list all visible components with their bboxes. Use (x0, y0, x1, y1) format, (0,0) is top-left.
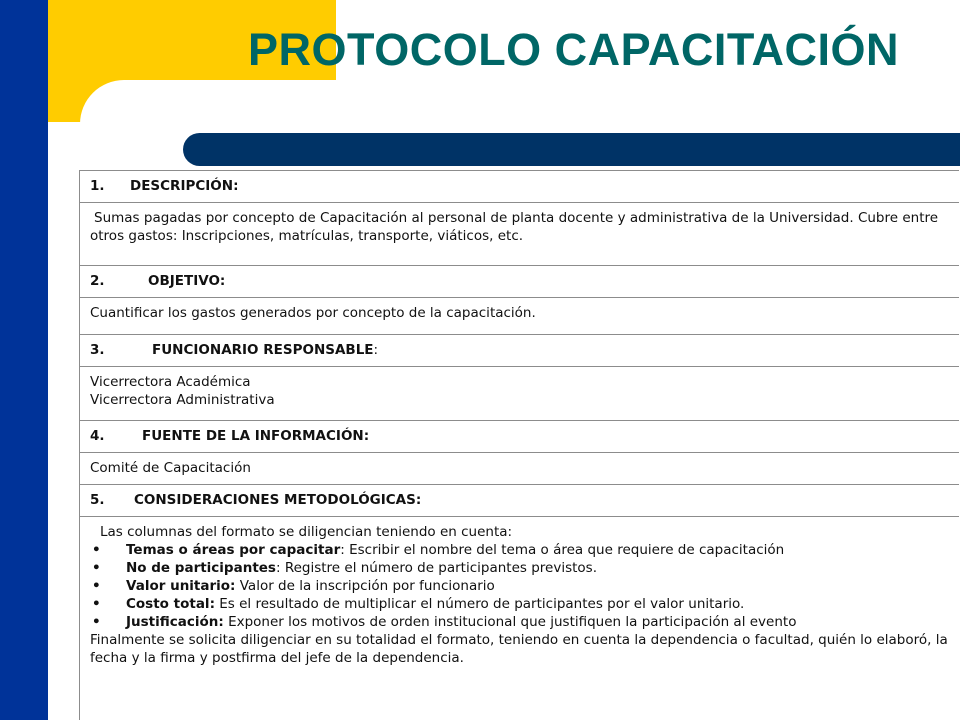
section-2-text: Cuantificar los gastos generados por concepto de la capacitación. (90, 305, 536, 321)
section-4-number: 4. (90, 428, 105, 444)
section-3-heading: FUNCIONARIO RESPONSABLE (152, 342, 374, 358)
criterion-desc: Valor de la inscripción por funcionario (235, 578, 495, 594)
criterion-term: Temas o áreas por capacitar (126, 542, 341, 558)
section-2-number: 2. (90, 273, 105, 289)
section-5-number: 5. (90, 492, 105, 508)
protocol-table (79, 170, 959, 720)
section-3-line-1: Vicerrectora Académica (90, 374, 251, 390)
criterion-sep: : (340, 542, 345, 558)
navy-header-bar (183, 133, 960, 166)
list-item (90, 559, 949, 577)
left-blue-band (0, 0, 48, 720)
criterion-desc: Escribir el nombre del tema o área que requiere de capacitación (344, 542, 785, 558)
section-5-intro: Las columnas del formato se diligencian teniendo en cuenta: (100, 524, 513, 540)
criteria-list (90, 541, 949, 631)
list-item (90, 577, 949, 595)
section-4-header (80, 420, 959, 452)
section-1-text: Sumas pagadas por concepto de Capacitación al personal de planta docente y administrativa de la Universidad. Cubre entre otros gastos: Inscripciones, matrículas, transporte, viáticos, etc. (90, 210, 939, 244)
criterion-sep: : (275, 560, 281, 576)
criterion-term: Valor unitario: (126, 578, 236, 594)
section-1-number: 1. (90, 178, 105, 194)
section-3-heading-colon: : (373, 342, 379, 358)
section-2-heading: OBJETIVO: (148, 273, 226, 289)
section-5-body (80, 516, 959, 720)
section-2-header (80, 265, 959, 297)
section-3-body (80, 366, 959, 420)
section-3-line-2: Vicerrectora Administrativa (90, 392, 275, 408)
list-item (90, 613, 949, 631)
section-1-heading: DESCRIPCIÓN: (130, 178, 239, 194)
list-item (90, 595, 949, 613)
section-5-header (80, 484, 959, 516)
criterion-term: Justificación: (126, 614, 224, 630)
section-3-number: 3. (90, 342, 105, 358)
section-4-heading: FUENTE DE LA INFORMACIÓN: (142, 428, 370, 444)
criterion-desc: Registre el número de participantes previstos. (280, 560, 597, 576)
section-5-heading: CONSIDERACIONES METODOLÓGICAS: (134, 492, 422, 508)
page-title: PROTOCOLO CAPACITACIÓN (248, 24, 899, 75)
section-4-body (80, 452, 959, 484)
section-1-body (80, 202, 959, 265)
criterion-term: Costo total: (126, 596, 215, 612)
criterion-desc: Exponer los motivos de orden institucional que justifiquen la participación al evento (223, 614, 797, 630)
section-5-closing: Finalmente se solicita diligenciar en su totalidad el formato, teniendo en cuenta la dependencia o facultad, quién lo elaboró, la fecha y la firma y postfirma del jefe de la dependencia. (90, 632, 948, 666)
criterion-term: No de participantes (126, 560, 276, 576)
list-item (90, 541, 949, 559)
section-3-header (80, 334, 959, 366)
section-2-body (80, 297, 959, 334)
criterion-desc: Es el resultado de multiplicar el número de participantes por el valor unitario. (214, 596, 745, 612)
section-1-header (80, 170, 959, 202)
section-4-text: Comité de Capacitación (90, 460, 251, 476)
